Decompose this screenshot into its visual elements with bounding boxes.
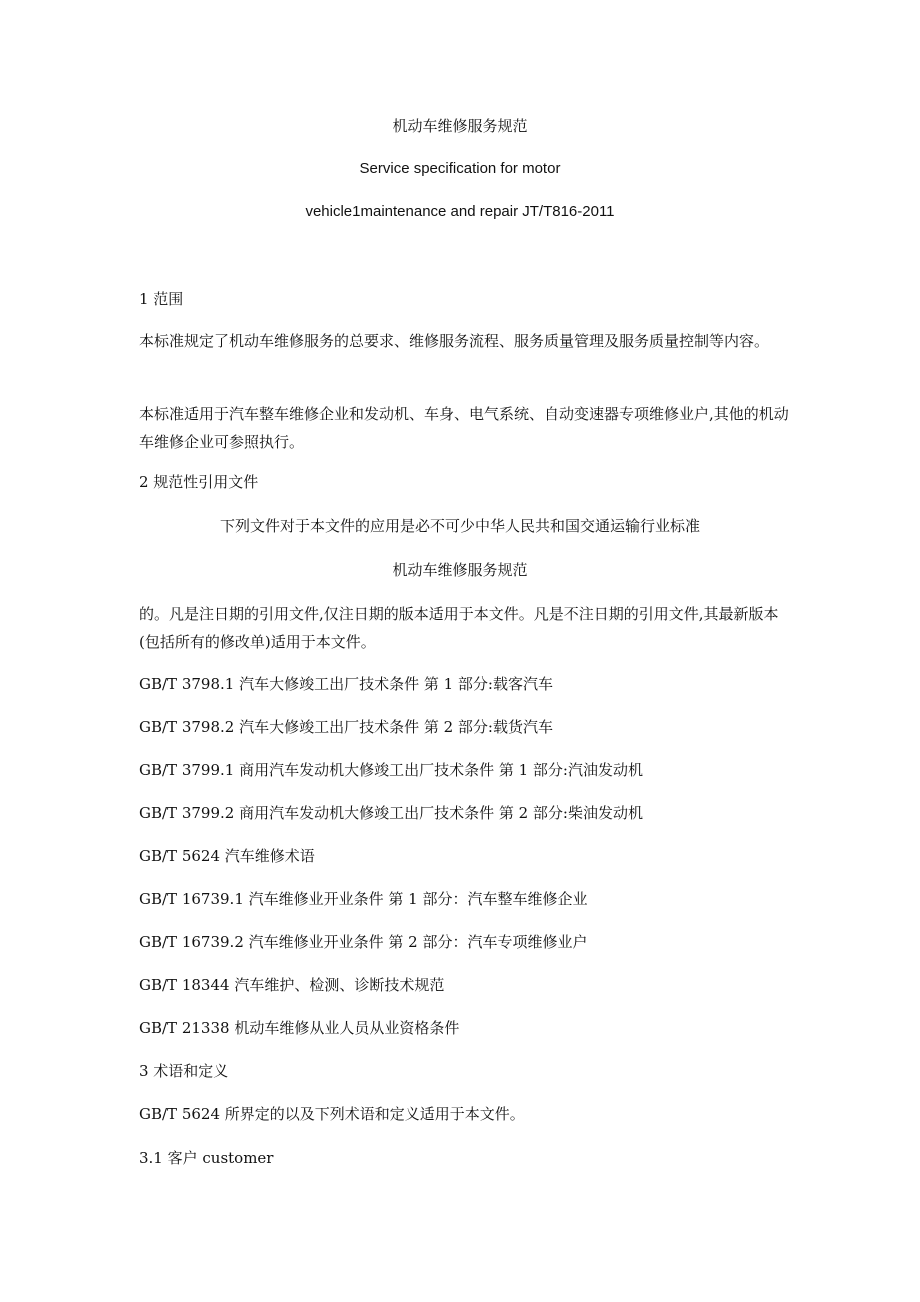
section-2-centered-line-2: 机动车维修服务规范 <box>392 561 528 579</box>
document-title-en-line1: Service specification for motor <box>359 160 561 177</box>
document-title-cn: 机动车维修服务规范 <box>392 117 528 135</box>
section-3-heading: 3 术语和定义 <box>139 1062 229 1080</box>
reference-item: GB/T 18344 汽车维护、检测、诊断技术规范 <box>139 976 445 994</box>
section-1-paragraph-2: 本标准适用于汽车整车维修企业和发动机、车身、电气系统、自动变速器专项维修业户,其他的机动车维修企业可参照执行。 <box>139 405 789 451</box>
reference-item: GB/T 3799.2 商用汽车发动机大修竣工出厂技术条件 第 2 部分:柴油发动机 <box>139 804 643 822</box>
section-1-heading: 1 范围 <box>139 290 184 308</box>
reference-item: GB/T 5624 汽车维修术语 <box>139 847 315 865</box>
reference-item: GB/T 21338 机动车维修从业人员从业资格条件 <box>139 1019 460 1037</box>
reference-item: GB/T 3798.1 汽车大修竣工出厂技术条件 第 1 部分:载客汽车 <box>139 675 553 693</box>
section-1-paragraph-1: 本标准规定了机动车维修服务的总要求、维修服务流程、服务质量管理及服务质量控制等内容。 <box>139 332 770 350</box>
document-title-en-line2: vehicle1maintenance and repair JT/T816-2011 <box>305 203 615 220</box>
section-2-centered-line-1: 下列文件对于本文件的应用是必不可少中华人民共和国交通运输行业标准 <box>219 517 700 535</box>
section-3-1-heading: 3.1 客户 customer <box>139 1149 274 1167</box>
section-2-paragraph: 的。凡是注日期的引用文件,仅注日期的版本适用于本文件。凡是不注日期的引用文件,其最新版本(包括所有的修改单)适用于本文件。 <box>139 605 779 651</box>
reference-item: GB/T 3798.2 汽车大修竣工出厂技术条件 第 2 部分:载货汽车 <box>139 718 553 736</box>
reference-item: GB/T 16739.1 汽车维修业开业条件 第 1 部分：汽车整车维修企业 <box>139 890 588 908</box>
reference-item: GB/T 3799.1 商用汽车发动机大修竣工出厂技术条件 第 1 部分:汽油发动机 <box>139 761 643 779</box>
reference-item: GB/T 16739.2 汽车维修业开业条件 第 2 部分：汽车专项维修业户 <box>139 933 588 951</box>
section-2-heading: 2 规范性引用文件 <box>139 473 259 491</box>
section-3-paragraph: GB/T 5624 所界定的以及下列术语和定义适用于本文件。 <box>139 1105 525 1123</box>
